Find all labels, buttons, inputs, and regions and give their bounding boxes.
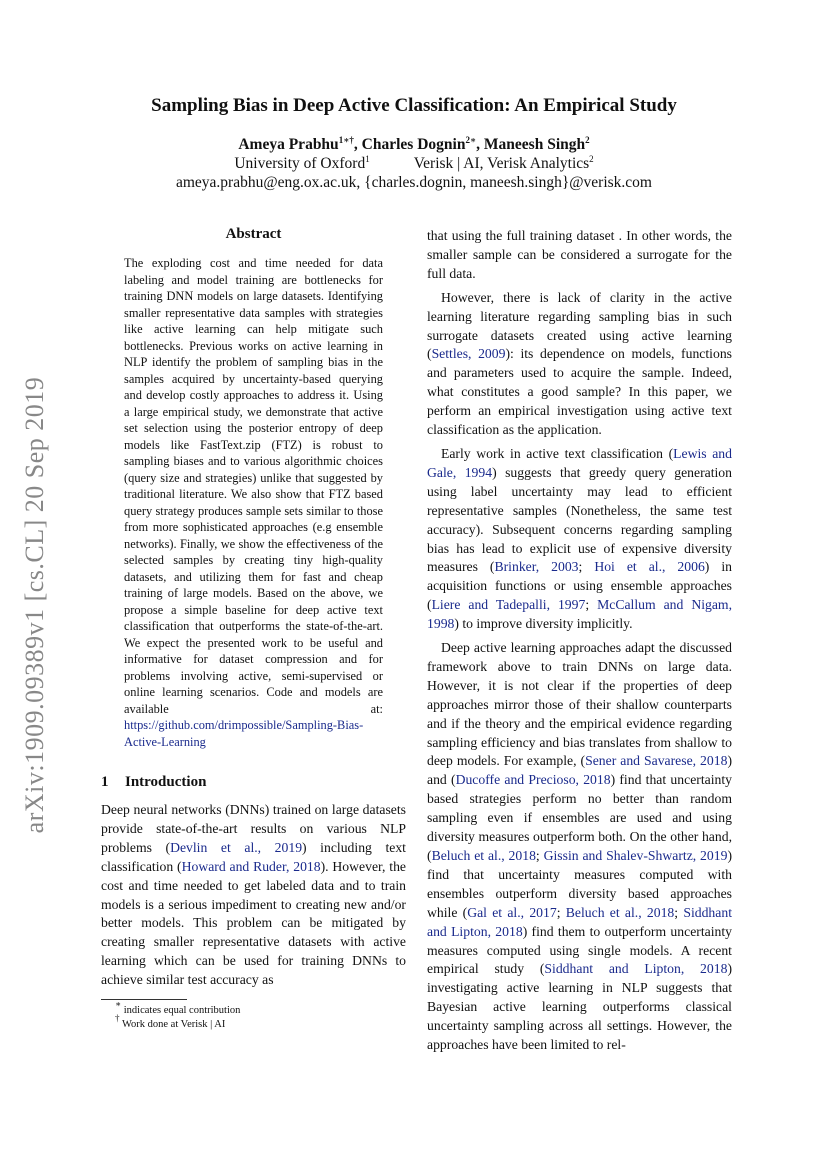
citation-link[interactable]: Beluch et al., 2018 (431, 848, 536, 863)
citation-link[interactable]: Siddhant and Lipton, 2018 (427, 904, 732, 939)
citation-link[interactable]: McCallum and Nigam, 1998 (427, 597, 732, 632)
author-1-marks: 1∗† (338, 135, 354, 145)
author-2-marks: 2∗ (465, 135, 477, 145)
citation-link[interactable]: Liere and Tadepalli, 1997 (431, 597, 586, 613)
code-repository-link[interactable]: https://github.com/drimpossible/Sampling-Bias-Active-Learning (124, 718, 364, 749)
citation-link[interactable]: Sener and Savarese, 2018 (585, 753, 728, 769)
intro-paragraph-continued: that using the full training dataset . In other words, the smaller sample can be considered a surrogate for the full data. (427, 228, 732, 281)
citation-link[interactable]: Howard and Ruder, 2018 (181, 858, 321, 874)
affiliation-2: Verisk | AI, Verisk Analytics$^2$ (413, 154, 594, 172)
author-2: Charles Dognin (361, 136, 466, 153)
abstract-heading: Abstract (225, 226, 282, 242)
author-3-marks: 2 (585, 135, 590, 145)
left-column (101, 226, 406, 1031)
abstract-text: The exploding cost and time needed for data labeling and model training are bottlenecks for training DNN models on large datasets. Identifying smaller representative data samples with strategies like active learning can help mitigate such bottlenecks. Previous works on active learning in NLP identify the problem of sampling bias in the samples acquired by uncertainty-based querying and develop costly approaches to address it. Using a large empirical study, we demonstrate that active set selection using the posterior entropy of deep models like FastText.zip (FTZ) is robust to sampling biases and to various algorithmic choices (query size and strategies) unlike that suggested by traditional literature. We also show that FTZ based query strategy produces sample sets similar to those from more sophisticated approaches (e.g ensemble networks). Finally, we show the effectiveness of the selected samples by creating tiny high-quality datasets, and utilizing them for fast and cheap training of large models. Based on the above, we propose a simple baseline for deep active text classification that outperforms the state-of-the-art. We expect the presented work to be useful and informative for dataset compression and for problems involving active, semi-supervised or online learning scenarios. Code and models are available at: (124, 256, 383, 716)
right-column (427, 227, 732, 1060)
intro-paragraph-3: Early work in active text classification (Lewis and Gale, 1994) suggests that greedy query generation using label uncertainty may lead to efficient representative samples (Nonetheless, the same test accuracy). Subsequent concerns regarding sampling bias has lead to explicit use of expensive diversity measures (Brinker, 2003; Hoi et al., 2006) in acquisition functions or using ensemble approaches (Liere and Tadepalli, 1997; McCallum and Nigam, 1998) to improve diversity implicitly. (427, 445, 732, 632)
paper-title: Sampling Bias in Deep Active Classification: An Empirical Study (151, 95, 677, 116)
section-title: Introduction (125, 774, 207, 790)
section-number: 1 (101, 774, 109, 790)
affiliation-1: University of Oxford$^1$ (234, 154, 370, 172)
intro-paragraph-4: Deep active learning approaches adapt the discussed framework above to train DNNs on large data. However, it is not clear if the properties of deep approaches mirror those of their shallow counterparts and if the theory and the empirical evidence regarding sampling efficiency and bias translates from shallow to deep models. For example, (Sener and Savarese, 2018) and (Ducoffe and Precioso, 2018) find that uncertainty based strategies perform no better than random sampling even if ensembles are used and using diversity measures outperform both. On the other hand, (Beluch et al., 2018; Gissin and Shalev-Shwartz, 2019) find that uncertainty measures computed with ensembles outperform diversity based approaches while (Gal et al., 2017; Beluch et al., 2018; Siddhant and Lipton, 2018) find them to outperform uncertainty measures computed using single models. A recent empirical study (Siddhant and Lipton, 2018) investigating active learning in NLP suggests that Bayesian active learning outperforms classical uncertainty sampling across all settings. However, the approaches have been limited to rel- (427, 640, 733, 1053)
citation-link[interactable]: Devlin et al., 2019 (170, 839, 303, 855)
author-emails: ameya.prabhu@eng.ox.ac.uk, {charles.dognin, maneesh.singh}@verisk.com (175, 174, 652, 191)
author-block (0, 135, 828, 192)
citation-link[interactable]: Gissin and Shalev-Shwartz, 2019 (543, 848, 728, 863)
footnote-2: † Work done at Verisk | AI (115, 1012, 226, 1030)
citation-link[interactable]: Siddhant and Lipton, 2018 (544, 961, 728, 977)
affiliations (0, 154, 828, 173)
footnote-1: ∗ indicates equal contribution (115, 999, 241, 1017)
intro-paragraph-2: However, there is lack of clarity in the active learning literature regarding sampling bias in such surrogate datasets created using active learning (Settles, 2009): its dependence on models, functions and parameters used to acquire the sample. Indeed, what constitutes a good sample? In this paper, we perform an empirical investigation using active text classification as the application. (427, 289, 732, 438)
footnote-divider (101, 999, 187, 1000)
arxiv-id-text: arXiv:1909.09389v1 [cs.CL] 20 Sep 2019 (20, 376, 49, 834)
citation-link[interactable]: Ducoffe and Precioso, 2018 (455, 772, 611, 788)
citation-link[interactable]: Lewis and Gale, 1994 (427, 445, 732, 480)
citation-link[interactable]: Settles, 2009 (431, 346, 506, 362)
citation-link[interactable]: Hoi et al., 2006 (594, 559, 705, 575)
arxiv-identifier-stamp (20, 360, 50, 850)
author-1: Ameya Prabhu (238, 136, 339, 153)
citation-link[interactable]: Beluch et al., 2018 (565, 904, 675, 920)
abstract-body (124, 255, 383, 750)
introduction-paragraph-1: Deep neural networks (DNNs) trained on large datasets provide state-of-the-art results on various NLP problems (Devlin et al., 2019) including text classification (Howard and Ruder, 2018). However, the cost and time needed to get labeled data and to train models is a serious impediment to creating new and/or better models. This problem can be mitigated by creating smaller representative datasets with active learning which can be used for training DNNs to achieve similar test accuracy as (101, 802, 406, 988)
citation-link[interactable]: Gal et al., 2017 (467, 904, 557, 920)
section-heading-introduction (101, 774, 406, 791)
citation-link[interactable]: Brinker, 2003 (494, 559, 579, 575)
author-3: Maneesh Singh (483, 136, 586, 153)
author-names: Ameya Prabhu$^{1∗\dagger}$, Charles Dognin$^{2∗}$, Maneesh Singh$^2$ (238, 135, 590, 153)
